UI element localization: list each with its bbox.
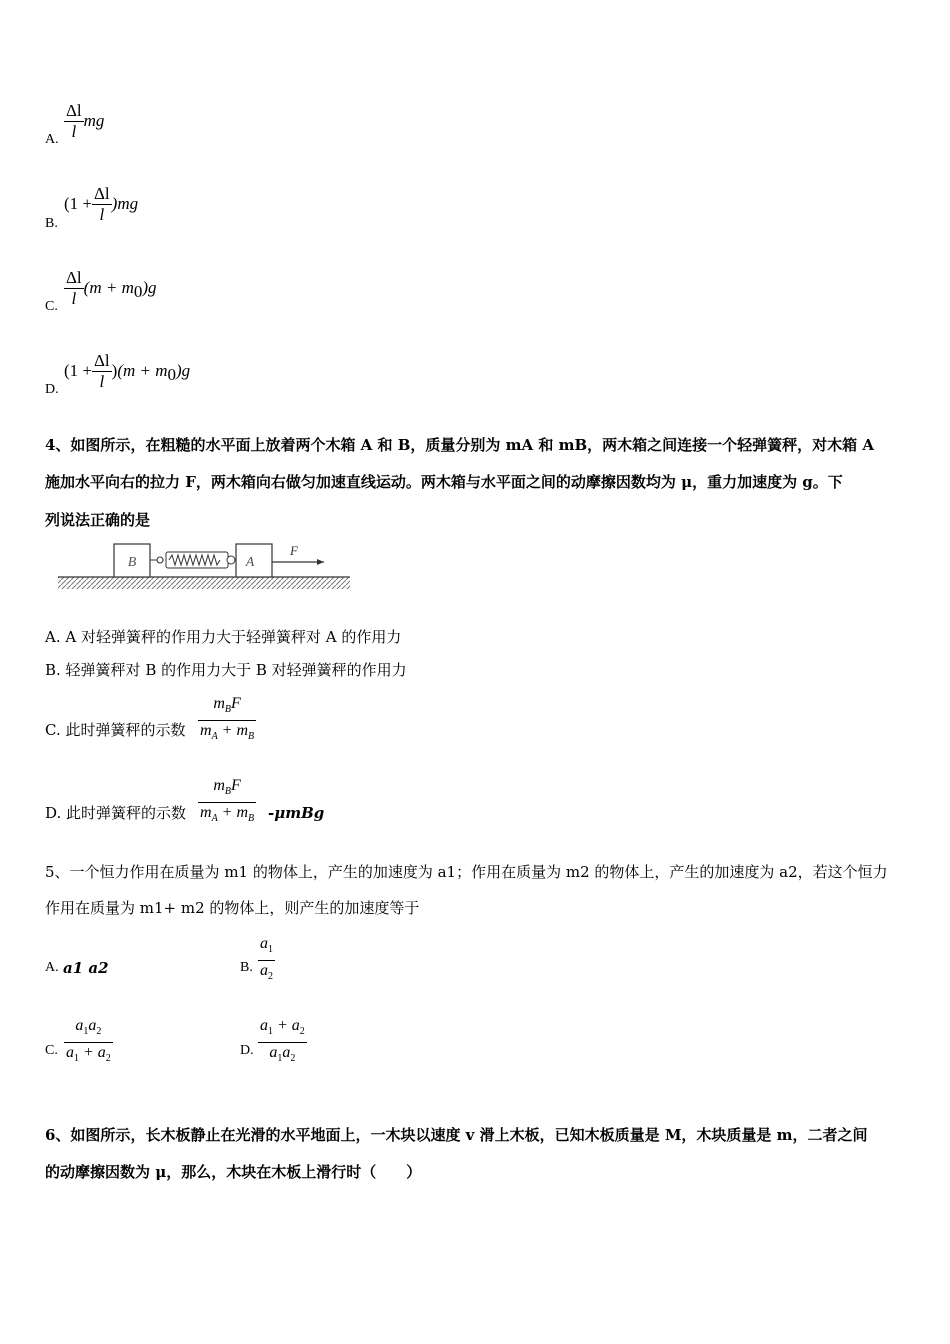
q5-option-c-fraction: $\frac{a_1a_2}{a_1 + a_2}$ bbox=[66, 1017, 111, 1065]
q4-stem-line3: 列说法正确的是 bbox=[45, 511, 151, 529]
q5-stem-line1: 5、一个恒力作用在质量为 m1 的物体上，产生的加速度为 a1；作用在质量为 m2 的物体上，产生的加速度为 a2，若这个恒力 bbox=[45, 863, 888, 881]
q4-option-a: A. A 对轻弹簧秤的作用力大于轻弹簧秤对 A 的作用力 bbox=[45, 628, 402, 646]
q4-stem-line1: 4、如图所示，在粗糙的水平面上放着两个木箱 A 和 B，质量分别为 mA 和 mB，两木箱之间连接一个轻弹簧秤，对木箱 A bbox=[45, 436, 875, 454]
q3-option-c-formula: $\frac{\Delta l}{l}$ $(m + m_0)g$ bbox=[66, 268, 157, 308]
q3-option-d: D. bbox=[45, 382, 59, 397]
q4-option-b: B. 轻弹簧秤对 B 的作用力大于 B 对轻弹簧秤的作用力 bbox=[45, 661, 407, 679]
q4-option-d-fraction: $\frac{m_BF}{m_A + m_B}$ bbox=[200, 777, 255, 825]
q3-option-b: B. bbox=[45, 216, 58, 231]
q5-option-a-value: a1 a2 bbox=[63, 959, 109, 977]
q4-option-c-text: C. 此时弹簧秤的示数 bbox=[45, 721, 186, 739]
q3-option-a-formula: $\frac{\Delta l}{l}$ mg bbox=[66, 101, 105, 141]
q5-option-d-fraction: $\frac{a_1 + a_2}{a_1a_2}$ bbox=[260, 1017, 305, 1065]
q3-option-d-formula: (1 + $\frac{\Delta l}{l}$ )$(m + m_0)g$ bbox=[64, 351, 191, 391]
q4-figure-boxes-spring bbox=[56, 540, 356, 596]
force-label: F bbox=[290, 543, 298, 558]
q4-option-d-tail: -μmBg bbox=[268, 804, 325, 822]
box-b-label: B bbox=[127, 555, 137, 570]
q3-option-c: C. bbox=[45, 299, 58, 314]
q4-option-d-text: D. 此时弹簧秤的示数 bbox=[45, 804, 187, 822]
q5-option-b-fraction: $\frac{a_1}{a_2}$ bbox=[260, 935, 273, 983]
q3-option-b-formula: (1 + $\frac{\Delta l}{l}$ )mg bbox=[64, 184, 139, 224]
q6-stem-line2: 的动摩擦因数为 μ，那么，木块在木板上滑行时（ ） bbox=[45, 1163, 422, 1181]
q5-option-d-label: D. bbox=[240, 1043, 254, 1058]
q5-option-a-label: A. bbox=[45, 960, 59, 975]
q3-option-a bbox=[45, 128, 59, 148]
option-label: A. bbox=[45, 132, 59, 147]
ground-surface bbox=[58, 577, 350, 589]
box-a-label: A bbox=[245, 555, 255, 570]
q5-option-c-label: C. bbox=[45, 1043, 58, 1058]
q5-option-b-label: B. bbox=[240, 960, 253, 975]
q5-stem-line2: 作用在质量为 m1+ m2 的物体上，则产生的加速度等于 bbox=[45, 899, 420, 917]
q4-option-c-fraction: $\frac{m_BF}{m_A + m_B}$ bbox=[200, 695, 255, 743]
q6-stem-line1: 6、如图所示，长木板静止在光滑的水平地面上，一木块以速度 v 滑上木板，已知木板质量是 M，木块质量是 m，二者之间 bbox=[45, 1126, 868, 1144]
q4-stem-line2: 施加水平向右的拉力 F，两木箱向右做匀加速直线运动。两木箱与水平面之间的动摩擦因数均为 μ，重力加速度为 g。下 bbox=[45, 473, 843, 491]
